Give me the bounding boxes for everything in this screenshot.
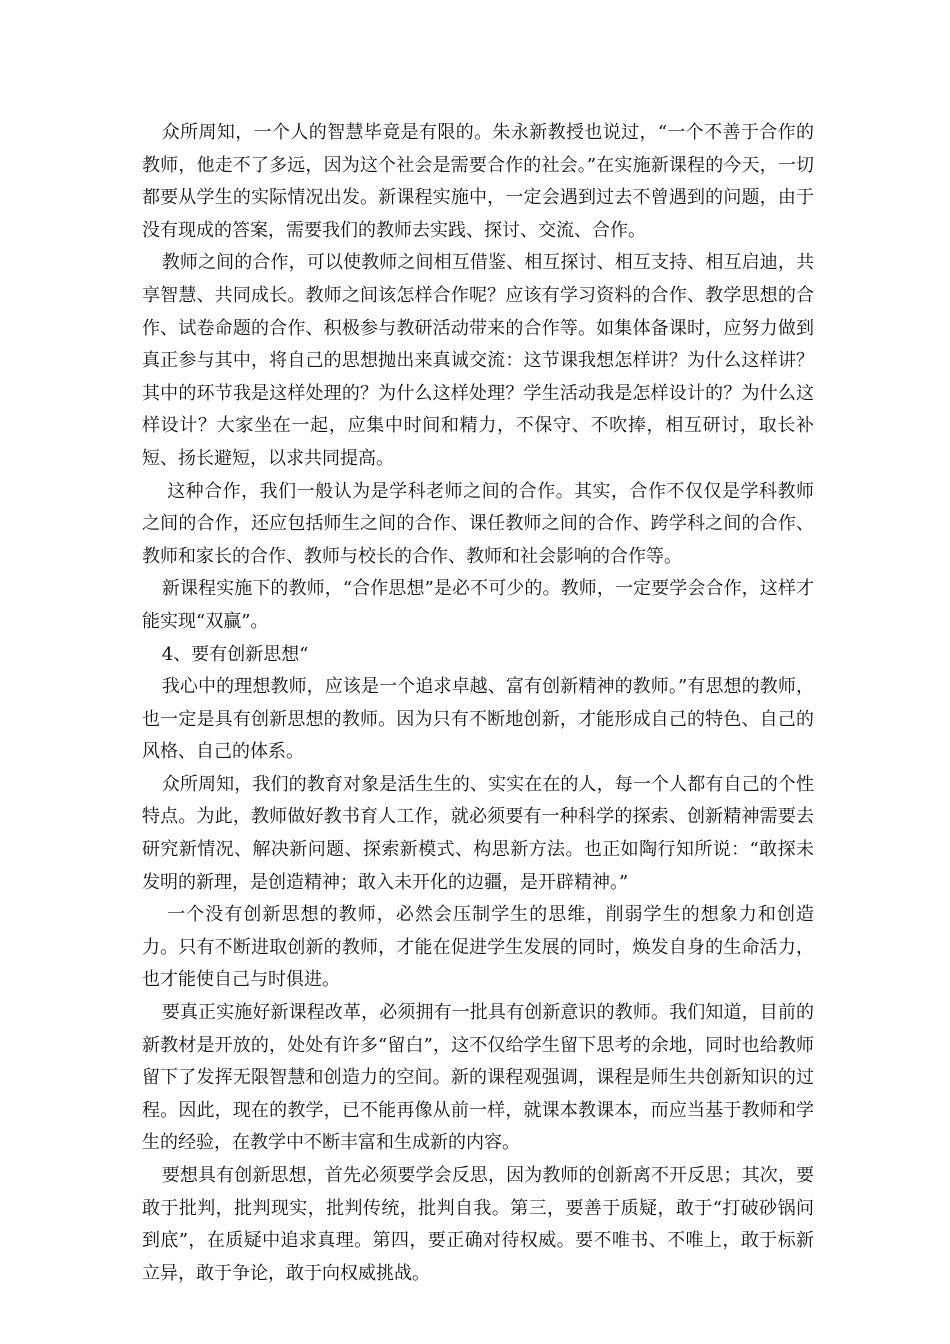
paragraph-how-to-innovate: 要想具有创新思想，首先必须要学会反思，因为教师的创新离不开反思；其次，要敢于批判，批判现实，批判传统，批判自我。第三，要善于质疑，敢于“打破砂锅问到底”，在质疑中追求真理。第四，要正确对待权威。要不唯书、不唯上，敢于标新立异，敢于争论，敢于向权威挑战。 — [142, 1165, 814, 1284]
paragraph-education-object: 众所周知，我们的教育对象是活生生的、实实在在的人，每一个人都有自己的个性特点。为此，教师做好教书育人工作，就必须要有一种科学的探索、创新精神需要去研究新情况、解决新问题、探索新模式、构思新方法。也正如陶行知所说：“敢探未发明的新理，是创造精神；敢入未开化的边疆，是开辟精神。” — [142, 773, 814, 893]
document-body — [142, 117, 814, 1290]
section-heading-innovation: 4、要有创新思想“ — [161, 643, 309, 665]
paragraph-ideal-teacher: 我心中的理想教师，应该是一个追求卓越、富有创新精神的教师。”有思想的教师，也一定是具有创新思想的教师。因为只有不断地创新，才能形成自己的特色、自己的风格、自己的体系。 — [142, 676, 814, 763]
paragraph-cooperation-scope: 这种合作，我们一般认为是学科老师之间的合作。其实，合作不仅仅是学科教师之间的合作，还应包括师生之间的合作、课任教师之间的合作、跨学科之间的合作、教师和家长的合作、教师与校长的合作、教师和社会影响的合作等。 — [142, 480, 814, 567]
paragraph-cooperation-intro: 众所周知，一个人的智慧毕竟是有限的。朱永新教授也说过，“一个不善于合作的教师，他走不了多远，因为这个社会是需要合作的社会。”在实施新课程的今天，一切都要从学生的实际情况出发。新课程实施中，一定会遇到过去不曾遇到的问题，由于没有现成的答案，需要我们的教师去实践、探讨、交流、合作。 — [142, 122, 814, 241]
paragraph-no-innovation: 一个没有创新思想的教师，必然会压制学生的思维，削弱学生的想象力和创造力。只有不断进取创新的教师，才能在促进学生发展的同时，焕发自身的生命活力，也才能使自己与时俱进。 — [142, 904, 814, 991]
paragraph-win-win: 新课程实施下的教师，“合作思想”是必不可少的。教师，一定要学会合作，这样才能实现“双赢”。 — [142, 578, 814, 632]
paragraph-curriculum-reform: 要真正实施好新课程改革，必须拥有一批具有创新意识的教师。我们知道，目前的新教材是开放的，处处有许多“留白”，这不仅给学生留下思考的余地，同时也给教师留下了发挥无限智慧和创造力的空间。新的课程观强调，课程是师生共创新知识的过程。因此，现在的教学，已不能再像从前一样，就课本教课本，而应当基于教师和学生的经验，在教学中不断丰富和生成新的内容。 — [142, 1002, 814, 1154]
paragraph-teacher-cooperation: 教师之间的合作，可以使教师之间相互借鉴、相互探讨、相互支持、相互启迪，共享智慧、共同成长。教师之间该怎样合作呢？应该有学习资料的合作、教学思想的合作、试卷命题的合作、积极参与教研活动带来的合作等。如集体备课时，应努力做到真正参与其中，将自己的思想抛出来真诚交流：这节课我想怎样讲？为什么这样讲？其中的环节我是这样处理的？为什么这样处理？学生活动我是怎样设计的？为什么这样设计？大家坐在一起，应集中时间和精力，不保守、不吹捧，相互研讨，取长补短、扬长避短，以求共同提高。 — [142, 252, 814, 469]
